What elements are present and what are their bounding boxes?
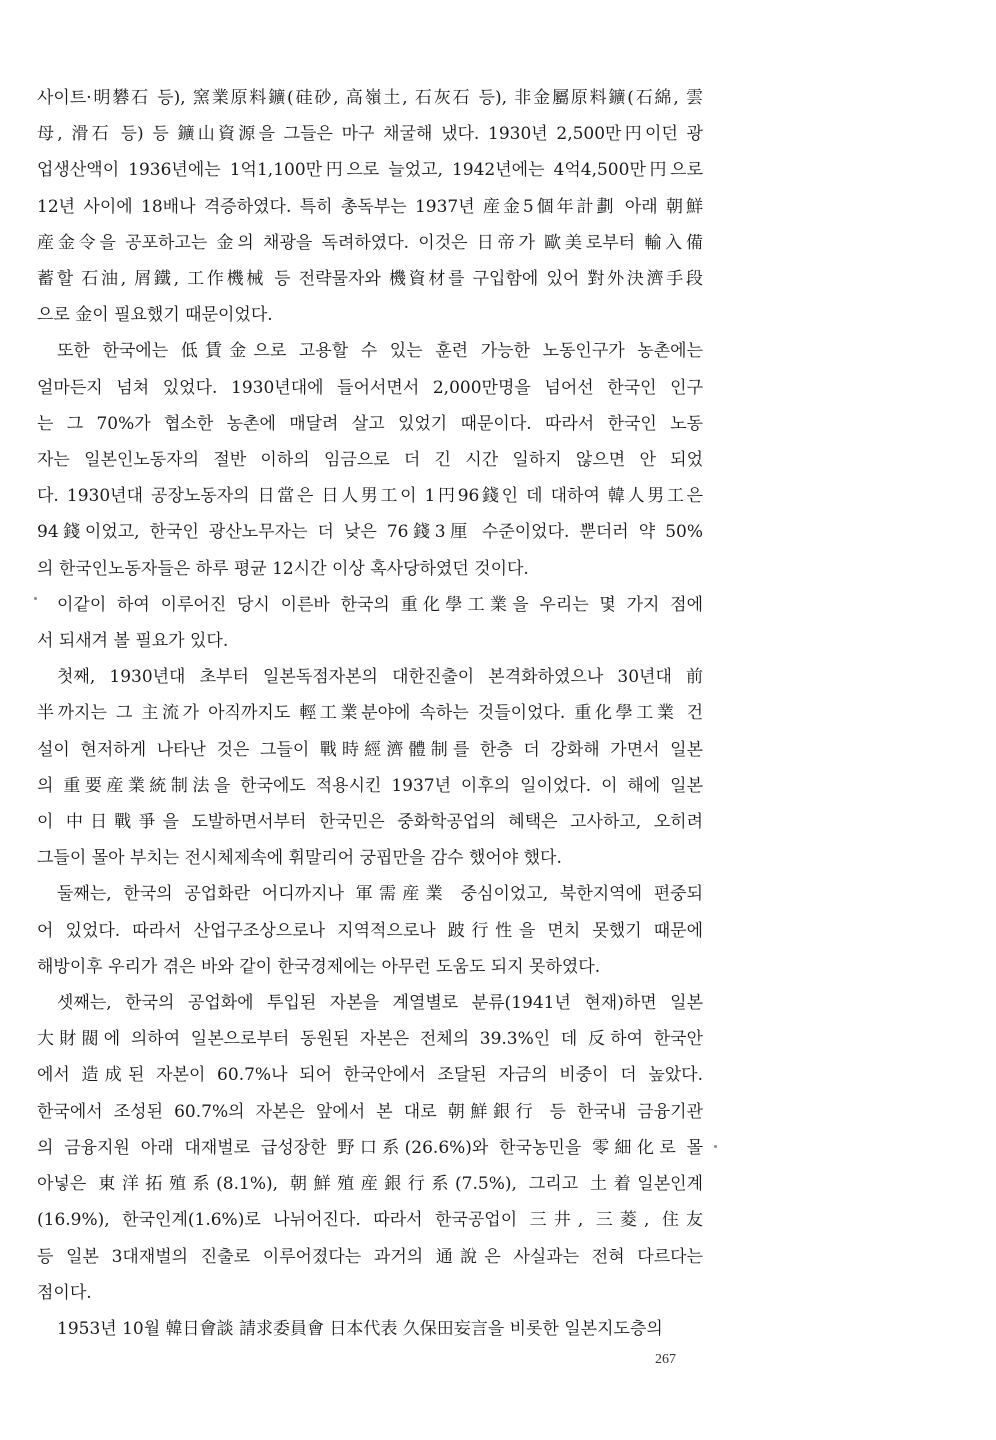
text-line: 아넣은 東洋拓殖系(8.1%), 朝鮮殖産銀行系(7.5%), 그리고 土着일본인계 <box>37 1174 703 1195</box>
text-line: 설이 현저하게 나타난 것은 그들이 戰時經濟體制를 한층 더 강화해 가면서 일본 <box>37 739 703 760</box>
paragraph-3 <box>37 587 703 659</box>
text-line: 둘째는, 한국의 공업화란 어디까지나 軍需産業 중심이었고, 북한지역에 편중되 <box>57 884 703 905</box>
body-text <box>37 80 703 1347</box>
text-line: 母, 滑石 등) 등 鑛山資源을 그들은 마구 채굴해 냈다. 1930년 2,500만円이던 광 <box>37 124 703 145</box>
text-line: 점이다. <box>37 1282 92 1303</box>
text-line: 이같이 하여 이루어진 당시 이른바 한국의 重化學工業을 우리는 몇 가지 점에 <box>57 594 703 615</box>
text-line: 이 中日戰爭을 도발하면서부터 한국민은 중화학공업의 혜택은 고사하고, 오히려 <box>37 812 703 833</box>
page-number: 267 <box>655 1352 676 1367</box>
paragraph-1 <box>37 80 703 333</box>
paragraph-6 <box>37 985 703 1311</box>
text-line: 등 일본 3대재벌의 진출로 이루어졌다는 과거의 通說은 사실과는 전혀 다르다는 <box>37 1246 703 1267</box>
paragraph-2 <box>37 333 703 586</box>
text-line: (16.9%), 한국인계(1.6%)로 나뉘어진다. 따라서 한국공업이 三井, 三菱, 住友 <box>37 1210 703 1231</box>
text-line: 蓄할 石油, 屑鐵, 工作機械 등 전략물자와 機資材를 구입함에 있어 對外決濟手段 <box>37 269 703 290</box>
text-line: 의 금융지원 아래 대재벌로 급성장한 野口系(26.6%)와 한국농민을 零細化로 몰 <box>37 1137 703 1158</box>
text-line: 1953년 10월 韓日會談 請求委員會 日本代表 久保田妄言을 비롯한 일본지도층의 <box>57 1318 663 1339</box>
text-line: 업생산액이 1936년에는 1억1,100만円으로 늘었고, 1942년에는 4억4,500만円으로 <box>37 160 703 181</box>
text-line: 그들이 몰아 부치는 전시체제속에 휘말리어 궁핍만을 감수 했어야 했다. <box>37 848 562 869</box>
text-line: 의 한국인노동자들은 하루 평균 12시간 이상 혹사당하였던 것이다. <box>37 558 529 579</box>
text-line: 해방이후 우리가 겪은 바와 같이 한국경제에는 아무런 도움도 되지 못하였다. <box>37 956 601 977</box>
text-line: 半까지는 그 主流가 아직까지도 輕工業분야에 속하는 것들이었다. 重化學工業 건 <box>37 703 703 724</box>
text-line: 한국에서 조성된 60.7%의 자본은 앞에서 본 대로 朝鮮銀行 등 한국내 금융기관 <box>37 1101 703 1122</box>
scan-speck <box>34 597 37 600</box>
paragraph-4 <box>37 659 703 876</box>
paragraph-5 <box>37 876 703 985</box>
text-line: 어 있었다. 따라서 산업구조상으로나 지역적으로나 跛行性을 면치 못했기 때문에 <box>37 920 703 941</box>
paragraph-7 <box>37 1311 703 1347</box>
text-line: 는 그 70%가 협소한 농촌에 매달려 살고 있었기 때문이다. 따라서 한국인 노동 <box>37 413 703 434</box>
text-line: 의 重要産業統制法을 한국에도 적용시킨 1937년 이후의 일이었다. 이 해에 일본 <box>37 775 703 796</box>
text-line: 다. 1930년대 공장노동자의 日當은 日人男工이 1円96錢인 데 대하여 韓人男工은 <box>37 486 703 507</box>
text-line: 94錢이었고, 한국인 광산노무자는 더 낮은 76錢3厘 수준이었다. 뿐더러 약 50% <box>37 522 703 543</box>
text-line: 사이트·明礬石 등), 窯業原料鑛(硅砂, 高嶺土, 石灰石 등), 非金屬原料鑛(石綿, 雲 <box>37 88 703 108</box>
scan-speck <box>714 1145 717 1148</box>
text-line: 자는 일본인노동자의 절반 이하의 임금으로 더 긴 시간 일하지 않으면 안 되었 <box>37 450 703 471</box>
text-line: 에서 造成된 자본이 60.7%나 되어 한국안에서 조달된 자금의 비중이 더 높았다. <box>37 1065 703 1086</box>
text-line: 첫째, 1930년대 초부터 일본독점자본의 대한진출이 본격화하였으나 30년대 前 <box>57 667 703 688</box>
text-line: 産金令을 공포하고는 金의 채광을 독려하였다. 이것은 日帝가 歐美로부터 輸入備 <box>37 232 703 253</box>
text-line: 셋째는, 한국의 공업화에 투입된 자본을 계열별로 분류(1941년 현재)하면 일본 <box>57 993 703 1014</box>
text-line: 얼마든지 넘쳐 있었다. 1930년대에 들어서면서 2,000만명을 넘어선 한국인 인구 <box>37 377 703 398</box>
text-line: 서 되새겨 볼 필요가 있다. <box>37 631 229 652</box>
text-line: 大財閥에 의하여 일본으로부터 동원된 자본은 전체의 39.3%인 데 反하여 한국안 <box>37 1029 703 1050</box>
text-line: 으로 金이 필요했기 때문이었다. <box>37 305 273 326</box>
text-line: 또한 한국에는 低賃金으로 고용할 수 있는 훈련 가능한 노동인구가 농촌에는 <box>57 341 703 362</box>
text-line: 12년 사이에 18배나 격증하였다. 특히 총독부는 1937년 産金5個年計劃 아래 朝鮮 <box>37 196 703 217</box>
